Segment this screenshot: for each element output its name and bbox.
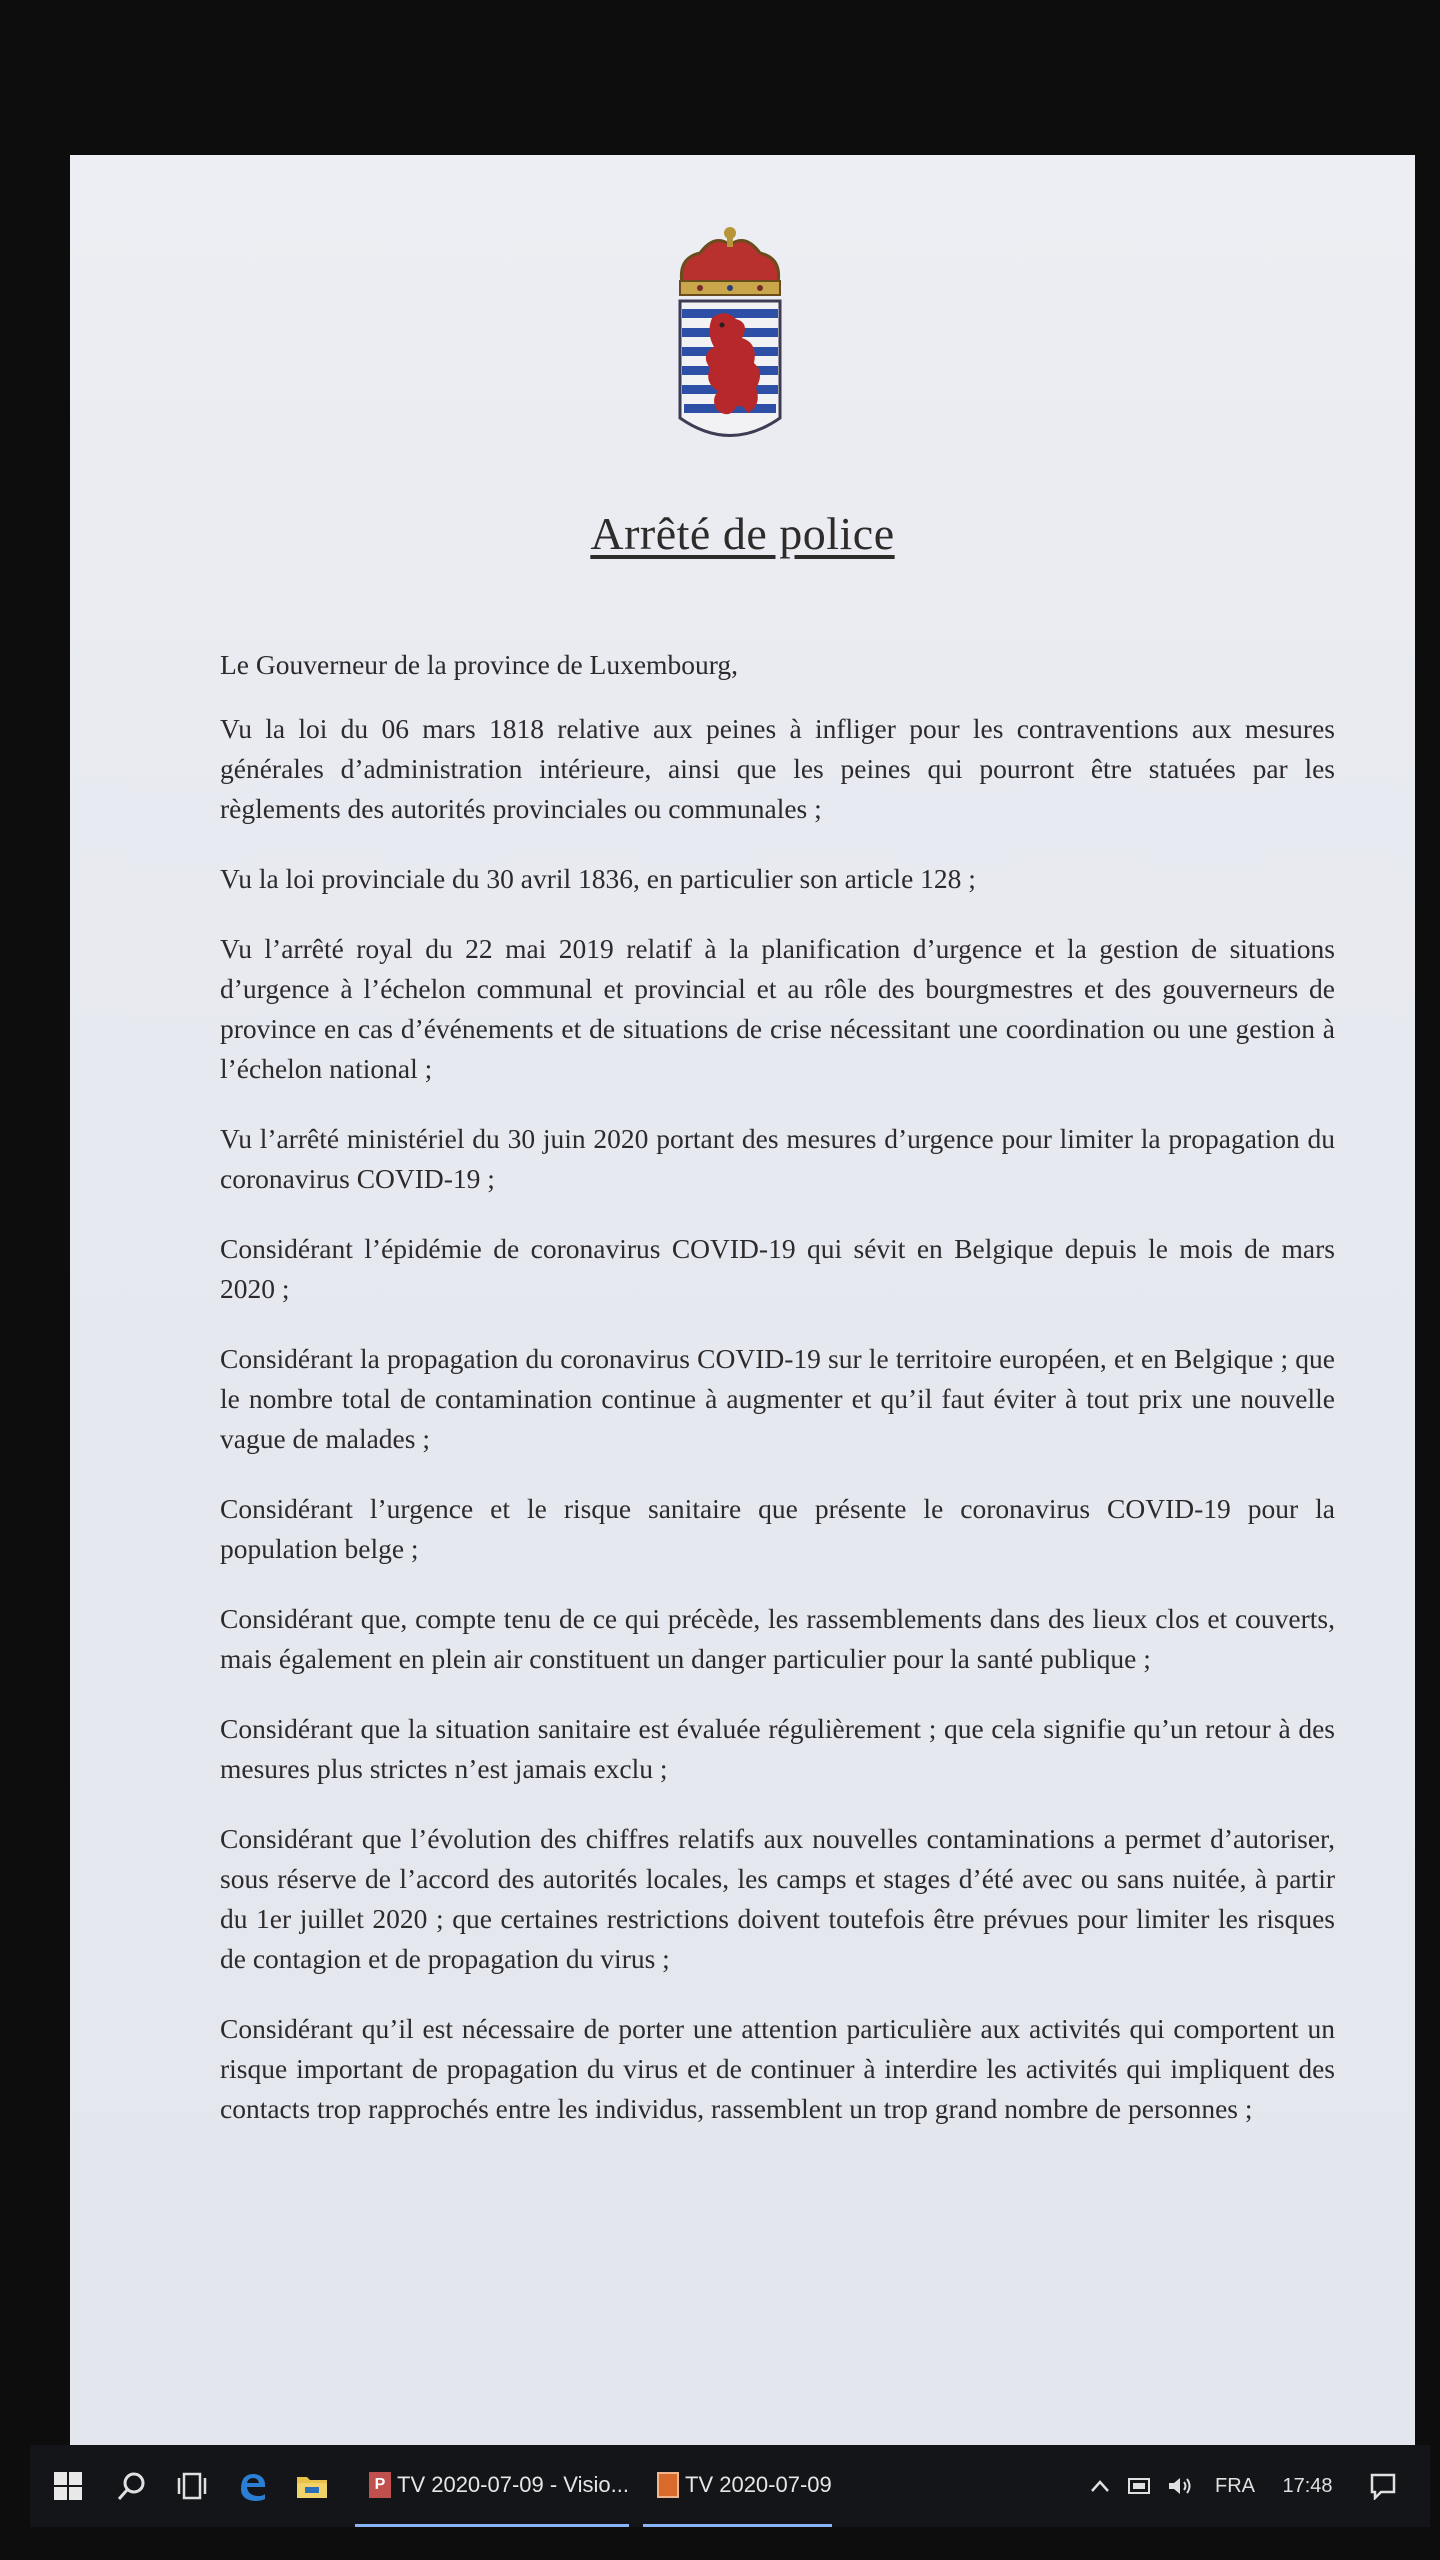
paragraph-law-1836: Vu la loi provinciale du 30 avril 1836, en particulier son article 128 ;: [220, 863, 976, 894]
paragraph-camps: Considérant que l’évolution des chiffres relatifs aux nouvelles contaminations a permet d’autoriser, sous réserve de l’accord des autorités locales, les camps et stages d’été avec ou sans nuitée, à partir du 1er juillet 2020 ; que certaines restrictions doivent toutefois être prévues pour limiter les risques de contagion et de propagation du virus ;: [220, 1823, 1335, 1974]
volume-icon: [1166, 2474, 1194, 2498]
action-center-icon: [1369, 2472, 1397, 2500]
paragraph-urgency: Considérant l’urgence et le risque sanitaire que présente le coronavirus COVID-19 pour la population belge ;: [220, 1493, 1335, 1564]
paragraph-law-1818: Vu la loi du 06 mars 1818 relative aux peines à infliger pour les contraventions aux mesures générales d’administration intérieure, ainsi que les peines qui pourront être statuées par les règlements des autorités provinciales ou communales ;: [220, 713, 1335, 824]
windows-start-icon: [53, 2471, 83, 2501]
file-explorer-button[interactable]: [282, 2445, 342, 2527]
show-hidden-icons-button[interactable]: [1080, 2445, 1120, 2527]
taskbar-app-visio-inner: [355, 2445, 629, 2527]
province-crest-icon: [670, 223, 790, 448]
paragraph-epidemic: Considérant l’épidémie de coronavirus COVID-19 qui sévit en Belgique depuis le mois de mars 2020 ;: [220, 1233, 1335, 1304]
taskbar-app-visio[interactable]: [355, 2445, 643, 2527]
edge-browser-icon: [235, 2469, 269, 2503]
notifications-button[interactable]: [1355, 2445, 1410, 2527]
task-view-icon: [176, 2470, 208, 2502]
powerpoint-app-icon: P: [369, 2472, 391, 2498]
taskbar-app-label: TV 2020-07-09 - Visio...: [397, 2471, 629, 2497]
input-language: FRA: [1215, 2474, 1255, 2497]
taskbar-app-tv-inner: [643, 2445, 832, 2527]
paragraph-gatherings: Considérant que, compte tenu de ce qui précède, les rassemblements dans des lieux clos et couverts, mais également en plein air constituent un danger particulier pour la santé publique ;: [220, 1603, 1335, 1674]
document-app-icon: [657, 2472, 679, 2498]
document-page: [70, 155, 1415, 2445]
taskbar: [30, 2445, 1430, 2527]
edge-button[interactable]: [222, 2445, 282, 2527]
document-body: [220, 645, 1335, 2159]
document-title: Arrêté de police: [590, 508, 895, 559]
file-explorer-icon: [295, 2471, 329, 2501]
network-icon: [1127, 2476, 1153, 2496]
chevron-up-icon: [1090, 2479, 1110, 2493]
taskbar-app-tv[interactable]: [643, 2445, 913, 2527]
paragraph-ministerial-decree: Vu l’arrêté ministériel du 30 juin 2020 portant des mesures d’urgence pour limiter la propagation du coronavirus COVID-19 ;: [220, 1123, 1335, 1194]
paragraph-evaluation: Considérant que la situation sanitaire est évaluée régulièrement ; que cela signifie qu’un retour à des mesures plus strictes n’est jamais exclu ;: [220, 1713, 1335, 1784]
paragraph-governor: Le Gouverneur de la province de Luxembourg,: [220, 649, 738, 680]
search-button[interactable]: [102, 2445, 162, 2527]
network-button[interactable]: [1120, 2445, 1160, 2527]
taskbar-app-label: TV 2020-07-09: [685, 2471, 832, 2497]
task-view-button[interactable]: [162, 2445, 222, 2527]
clock-button[interactable]: [1270, 2445, 1345, 2527]
search-icon: [116, 2470, 148, 2502]
paragraph-royal-decree: Vu l’arrêté royal du 22 mai 2019 relatif à la planification d’urgence et la gestion de situations d’urgence à l’échelon communal et provincial et au rôle des bourgmestres et des gouverneurs de province en cas d’événements et de situations de crise nécessitant une coordination ou une gestion à l’échelon national ;: [220, 933, 1335, 1084]
input-language-button[interactable]: [1205, 2445, 1265, 2527]
paragraph-propagation: Considérant la propagation du coronavirus COVID-19 sur le territoire européen, et en Belgique ; que le nombre total de contamination continue à augmenter et qu’il faut éviter à tout prix une nouvelle vague de malades ;: [220, 1343, 1335, 1454]
volume-button[interactable]: [1160, 2445, 1200, 2527]
start-button[interactable]: [38, 2445, 98, 2527]
paragraph-activities: Considérant qu’il est nécessaire de porter une attention particulière aux activités qui comportent un risque important de propagation du virus et de continuer à interdire les activités qui impliquent des contacts trop rapprochés entre les individus, rassemblent un trop grand nombre de personnes ;: [220, 2013, 1335, 2124]
clock-time: 17:48: [1282, 2474, 1333, 2497]
